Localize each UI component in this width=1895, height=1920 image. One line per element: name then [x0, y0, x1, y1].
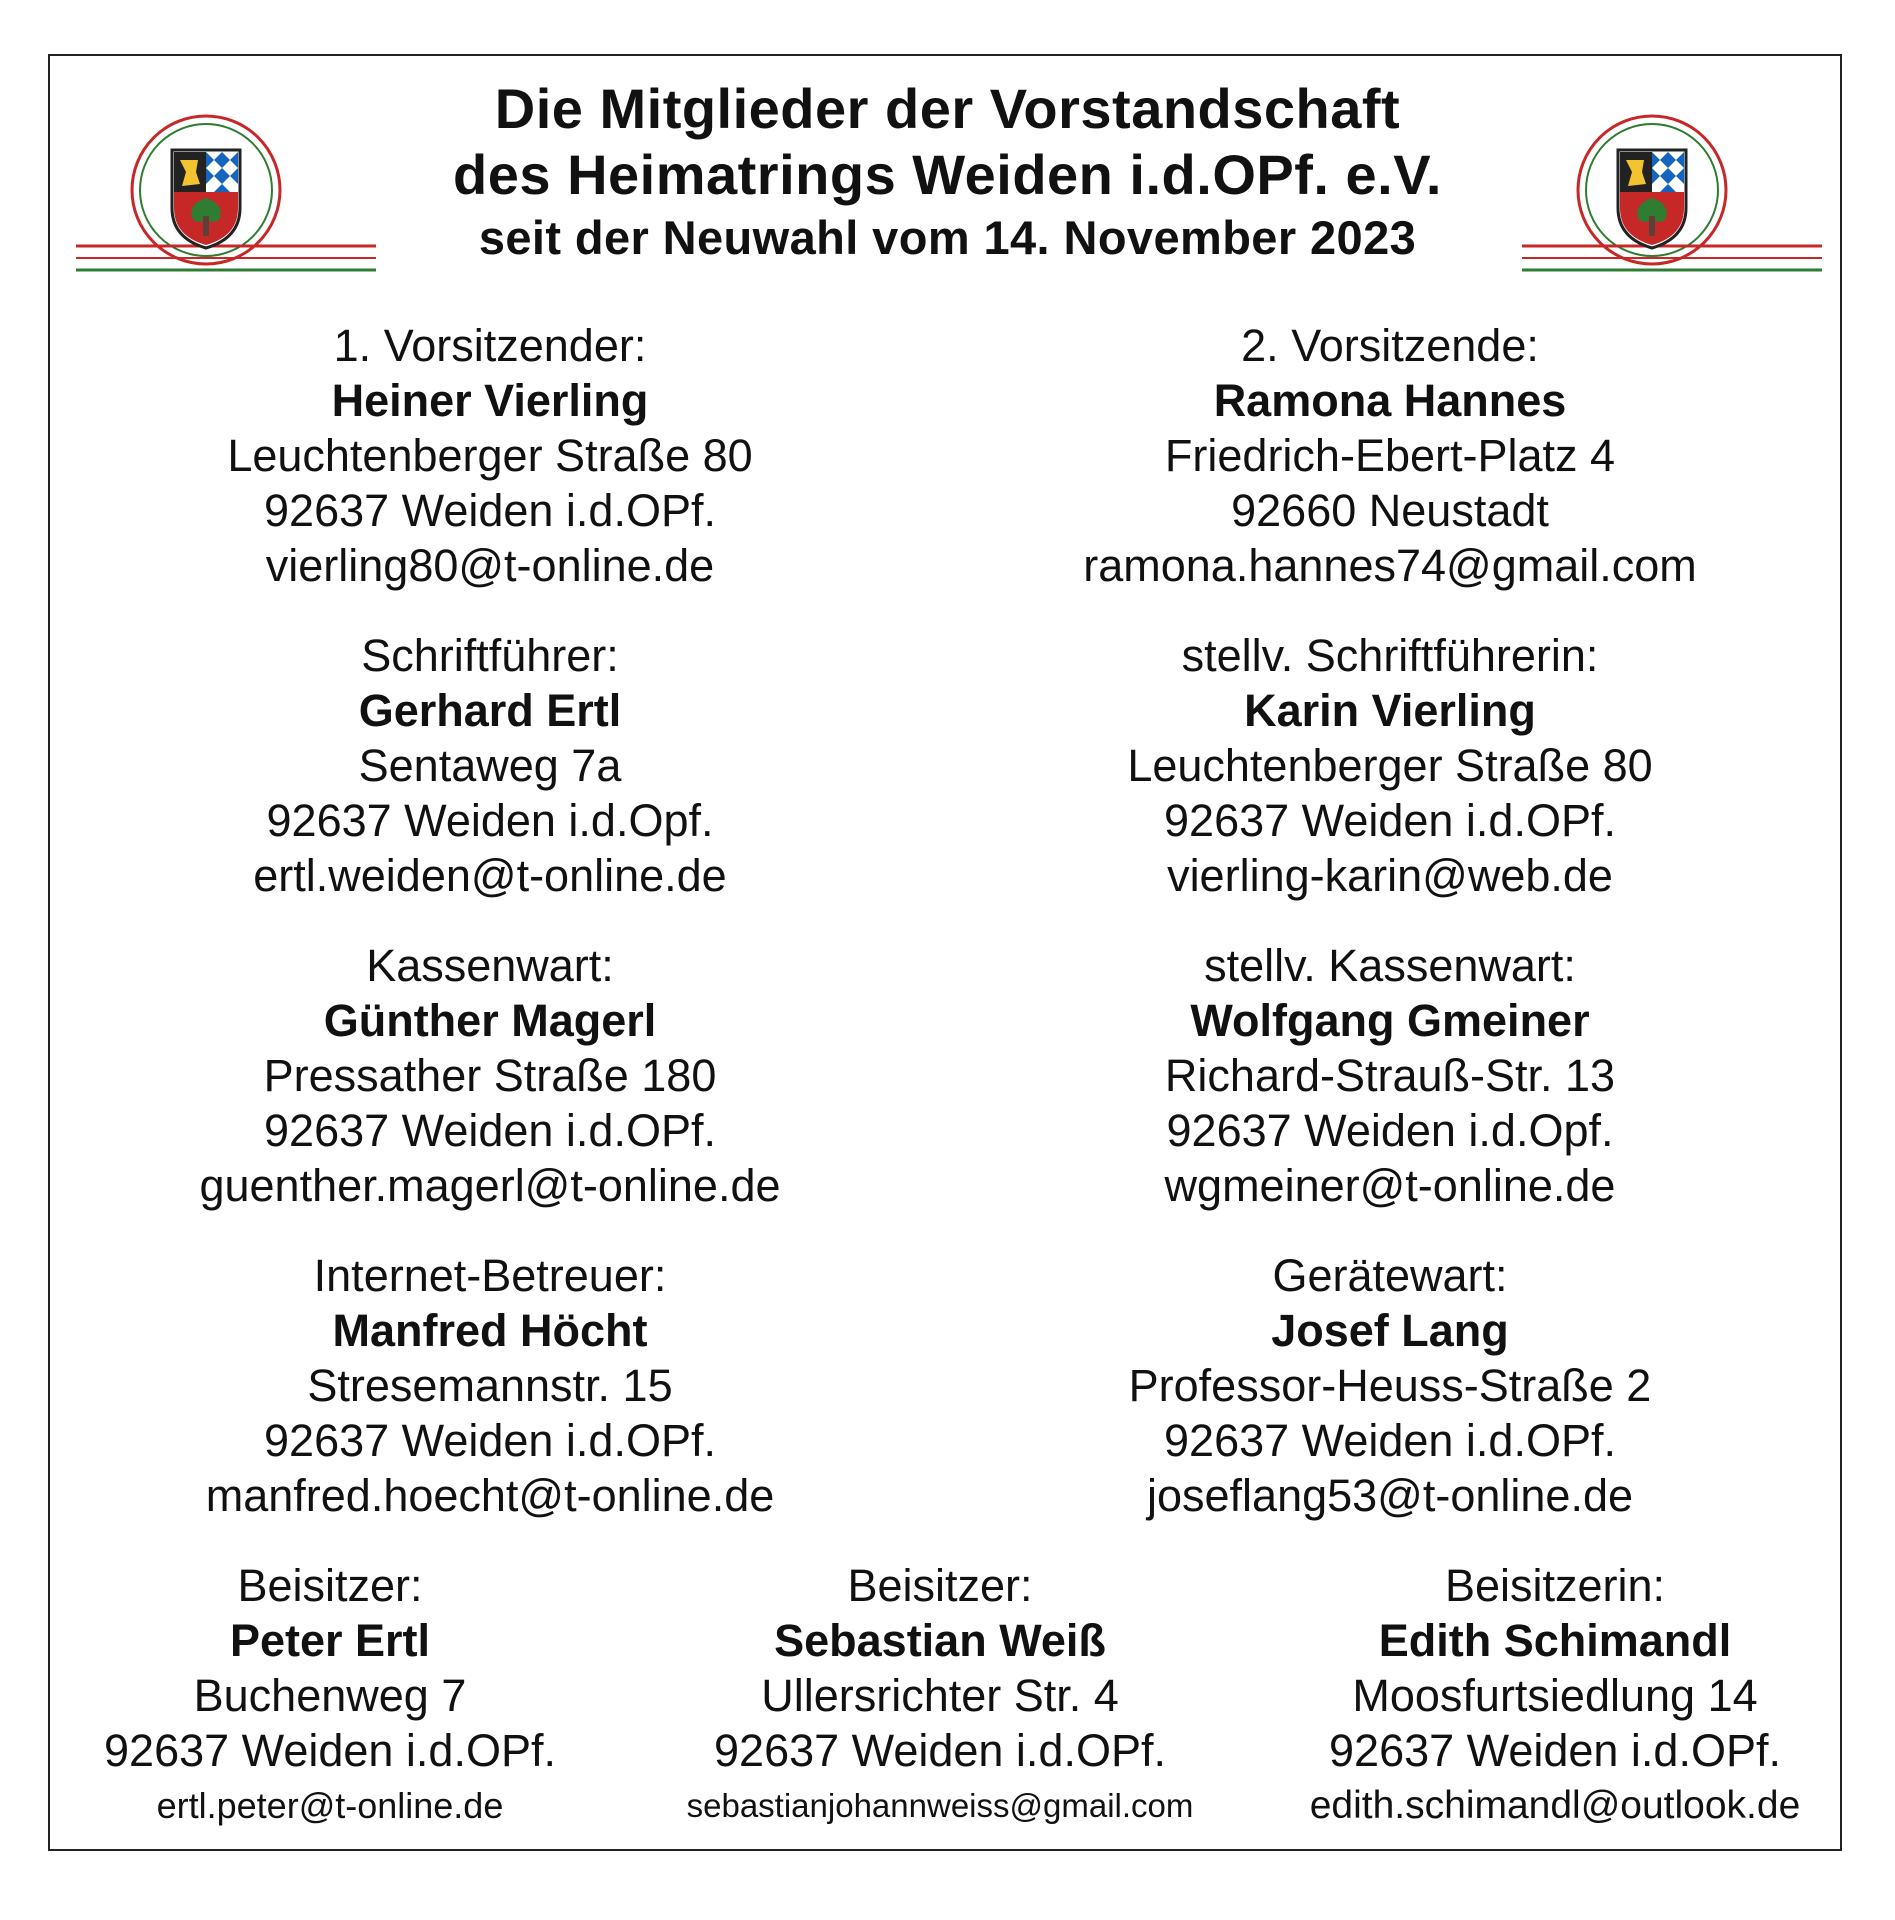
- title-subline: seit der Neuwahl vom 14. November 2023: [478, 211, 1417, 264]
- member-city: 92660 Neustadt: [1231, 485, 1549, 536]
- member-card-schriftfuehrer: [100, 628, 880, 903]
- member-email: guenther.magerl@t-online.de: [199, 1160, 781, 1211]
- member-street: Sentaweg 7a: [358, 740, 622, 791]
- member-street: Friedrich-Ebert-Platz 4: [1164, 430, 1616, 481]
- member-name: Manfred Höcht: [332, 1305, 648, 1356]
- member-card-internet-betreuer: [100, 1248, 880, 1523]
- member-name: Wolfgang Gmeiner: [1190, 995, 1590, 1046]
- member-email: ertl.weiden@t-online.de: [253, 850, 727, 901]
- member-email: ertl.peter@t-online.de: [156, 1785, 504, 1826]
- member-city: 92637 Weiden i.d.Opf.: [1166, 1105, 1614, 1156]
- member-role: Kassenwart:: [366, 940, 614, 991]
- member-street: Professor-Heuss-Straße 2: [1128, 1360, 1652, 1411]
- member-name: Heiner Vierling: [331, 375, 649, 426]
- member-role: stellv. Schriftführerin:: [1181, 630, 1599, 681]
- member-street: Stresemannstr. 15: [307, 1360, 673, 1411]
- coat-of-arms-icon: [1618, 150, 1686, 248]
- member-role: Beisitzer:: [847, 1560, 1033, 1611]
- member-name: Sebastian Weiß: [774, 1615, 1106, 1666]
- member-city: 92637 Weiden i.d.OPf.: [1164, 795, 1616, 846]
- member-city: 92637 Weiden i.d.OPf.: [264, 485, 716, 536]
- member-city: 92637 Weiden i.d.OPf.: [1164, 1415, 1616, 1466]
- member-role: stellv. Kassenwart:: [1204, 940, 1576, 991]
- member-card-2-vorsitzende: [1000, 318, 1780, 593]
- member-city: 92637 Weiden i.d.OPf.: [1329, 1725, 1781, 1776]
- member-card-stellv-kassenwart: [1000, 938, 1780, 1213]
- member-street: Richard-Strauß-Str. 13: [1164, 1050, 1616, 1101]
- member-role: Beisitzer:: [237, 1560, 423, 1611]
- member-street: Ullersrichter Str. 4: [761, 1670, 1119, 1721]
- member-card-stellv-schriftfuehrerin: [1000, 628, 1780, 903]
- member-card-geraetewart: [1000, 1248, 1780, 1523]
- member-street: Buchenweg 7: [193, 1670, 467, 1721]
- member-email: edith.schimandl@outlook.de: [1309, 1784, 1801, 1827]
- title-line-1: Die Mitglieder der Vorstandschaft: [494, 77, 1401, 140]
- coat-of-arms-icon: [172, 150, 240, 248]
- member-street: Moosfurtsiedlung 14: [1352, 1670, 1758, 1721]
- member-street: Leuchtenberger Straße 80: [1127, 740, 1653, 791]
- member-name: Edith Schimandl: [1378, 1615, 1732, 1666]
- member-street: Leuchtenberger Straße 80: [227, 430, 753, 481]
- member-card-kassenwart: [100, 938, 880, 1213]
- member-name: Karin Vierling: [1244, 685, 1536, 736]
- member-role: Beisitzerin:: [1444, 1560, 1666, 1611]
- member-city: 92637 Weiden i.d.Opf.: [266, 795, 714, 846]
- member-email: vierling80@t-online.de: [265, 540, 715, 591]
- member-role: Gerätewart:: [1272, 1250, 1508, 1301]
- member-name: Peter Ertl: [229, 1615, 431, 1666]
- member-city: 92637 Weiden i.d.OPf.: [104, 1725, 556, 1776]
- member-email: vierling-karin@web.de: [1167, 850, 1613, 901]
- member-email: manfred.hoecht@t-online.de: [205, 1470, 775, 1521]
- member-name: Josef Lang: [1271, 1305, 1509, 1356]
- member-card-beisitzer-2: [630, 1558, 1250, 1833]
- page-title: [340, 76, 1555, 267]
- member-role: Internet-Betreuer:: [313, 1250, 667, 1301]
- member-email: sebastianjohannweiss@gmail.com: [686, 1787, 1194, 1824]
- member-card-1-vorsitzender: [100, 318, 880, 593]
- member-role: Schriftführer:: [361, 630, 619, 681]
- member-role: 2. Vorsitzende:: [1241, 320, 1539, 371]
- member-email: ramona.hannes74@gmail.com: [1083, 540, 1697, 591]
- member-name: Gerhard Ertl: [358, 685, 622, 736]
- member-email: joseflang53@t-online.de: [1146, 1470, 1633, 1521]
- member-role: 1. Vorsitzender:: [333, 320, 647, 371]
- member-card-beisitzerin: [1270, 1558, 1840, 1833]
- member-city: 92637 Weiden i.d.OPf.: [264, 1415, 716, 1466]
- heimatring-emblem-left: [76, 112, 376, 277]
- member-name: Ramona Hannes: [1213, 375, 1567, 426]
- title-line-2: des Heimatrings Weiden i.d.OPf. e.V.: [453, 143, 1442, 206]
- heimatring-emblem-right: [1522, 112, 1822, 277]
- member-name: Günther Magerl: [323, 995, 657, 1046]
- member-street: Pressather Straße 180: [263, 1050, 717, 1101]
- member-card-beisitzer-1: [60, 1558, 600, 1833]
- member-city: 92637 Weiden i.d.OPf.: [714, 1725, 1166, 1776]
- member-email: wgmeiner@t-online.de: [1164, 1160, 1616, 1211]
- member-city: 92637 Weiden i.d.OPf.: [264, 1105, 716, 1156]
